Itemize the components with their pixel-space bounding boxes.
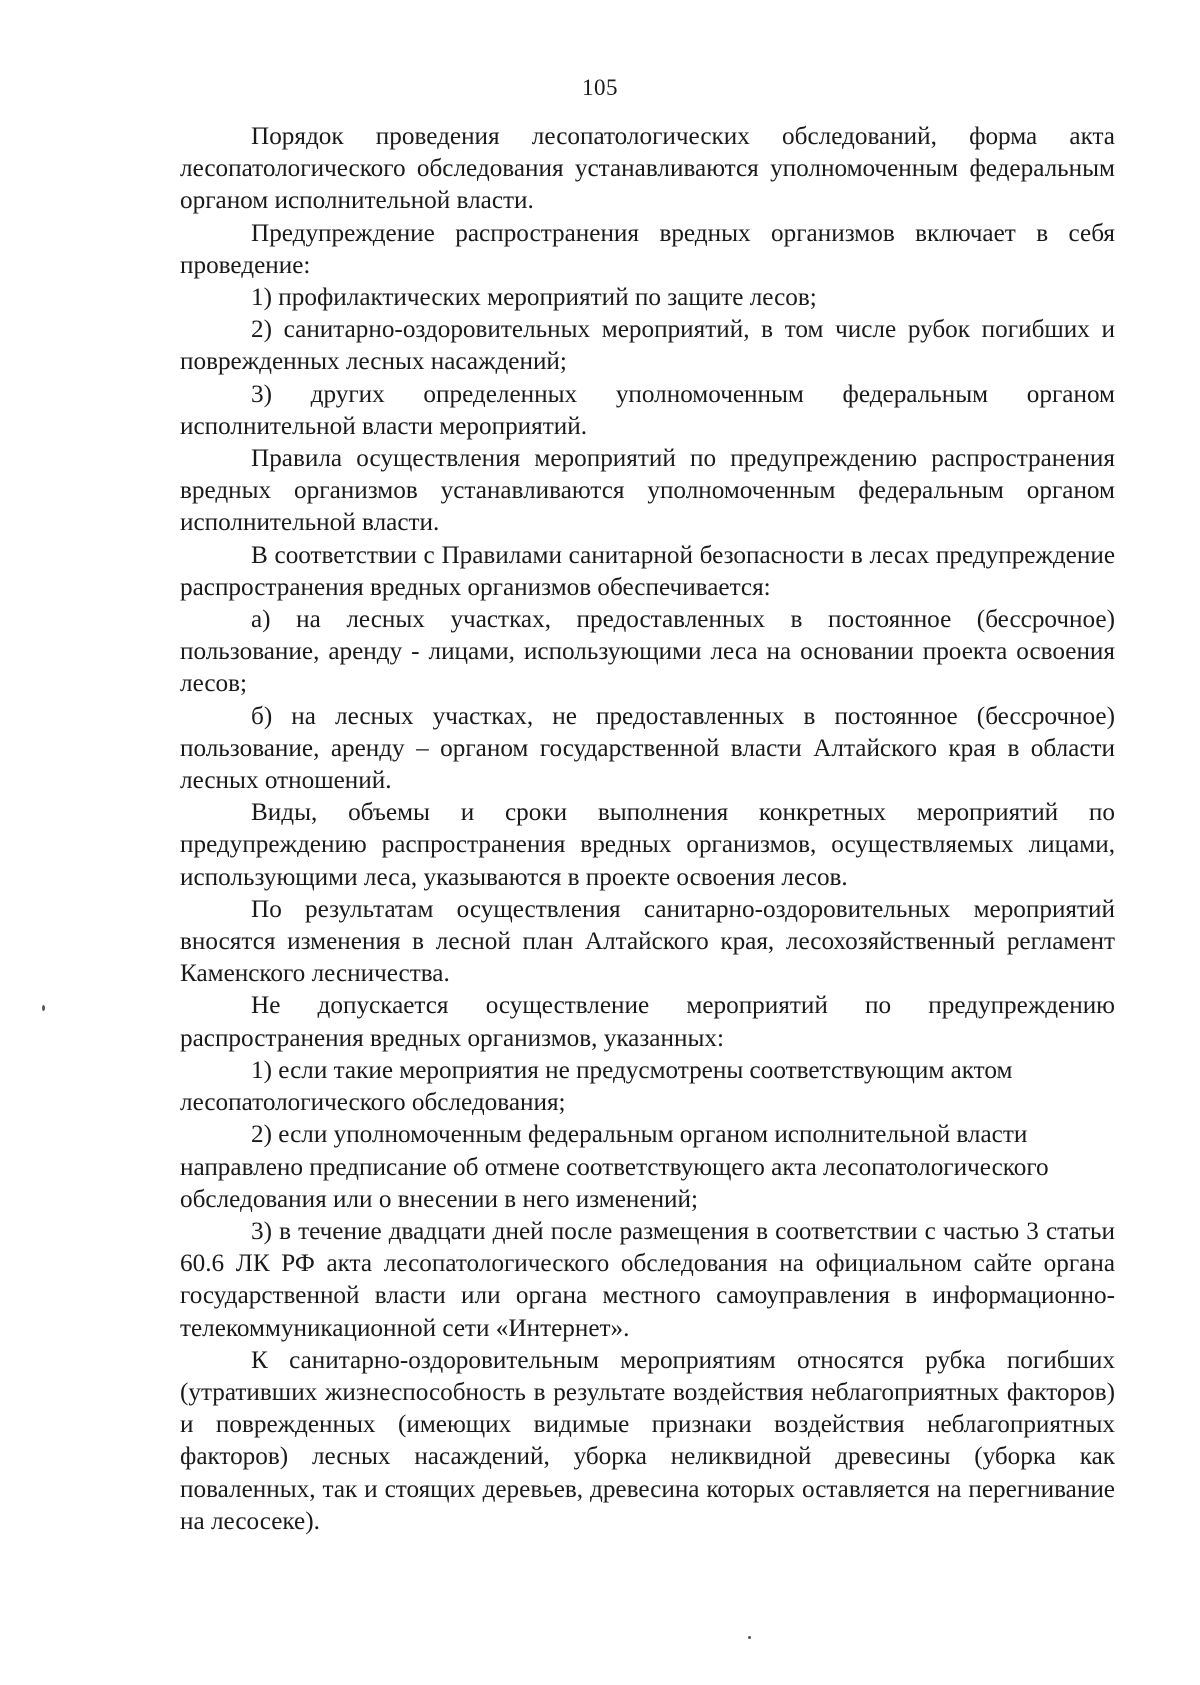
scan-speck	[42, 1005, 45, 1011]
paragraph-prevention-intro: Предупреждение распространения вредных организмов включает в себя проведение:	[180, 219, 1115, 279]
paragraph-sanitary-measures: К санитарно-оздоровительным мероприятиям относятся рубка погибших (утративших жизнеспособность в результате воздействия неблагоприятных факторов) и поврежденных (имеющих видимые признаки воздействия неблагоприятных факторов) лесных насаждений, уборка неликвидной древесины (уборка как поваленных, так и стоящих деревьев, древесина которых оставляется на перегнивание на лесосеке).	[180, 1346, 1115, 1535]
scan-speck	[748, 1636, 751, 1639]
list-item-not-allowed-3: 3) в течение двадцати дней после размещения в соответствии с частью 3 статьи 60.6 ЛК РФ акта лесопатологического обследования на официальном сайте органа государственной власти или органа местного самоуправления в информационно-телекоммуникационной сети «Интернет».	[180, 1217, 1115, 1342]
paragraph-not-allowed: Не допускается осуществление мероприятий по предупреждению распространения вредных организмов, указанных:	[180, 992, 1115, 1052]
paragraph-sanitary-safety: В соответствии с Правилами санитарной безопасности в лесах предупреждение распространения вредных организмов обеспечивается:	[180, 541, 1115, 601]
list-item-prevention-1: 1) профилактических мероприятий по защите лесов;	[251, 284, 817, 312]
list-item-prevention-2: 2) санитарно-оздоровительных мероприятий, в том числе рубок погибших и поврежденных лесных насаждений;	[180, 316, 1115, 376]
paragraph-inspection-procedure: Порядок проведения лесопатологических обследований, форма акта лесопатологического обследования устанавливаются уполномоченным федеральным органом исполнительной власти.	[180, 123, 1115, 215]
paragraph-measures-results: По результатам осуществления санитарно-оздоровительных мероприятий вносятся изменения в лесной план Алтайского края, лесохозяйственный регламент Каменского лесничества.	[180, 895, 1115, 988]
paragraph-prevention-rules: Правила осуществления мероприятий по предупреждению распространения вредных организмов устанавливаются уполномоченным федеральным органом исполнительной власти.	[180, 445, 1115, 537]
list-item-sanitary-b: б) на лесных участках, не предоставленных в постоянное (бессрочное) пользование, аренду – органом государственной власти Алтайского края в области лесных отношений.	[180, 702, 1115, 795]
list-item-prevention-3: 3) других определенных уполномоченным федеральным органом исполнительной власти мероприятий.	[180, 380, 1115, 440]
document-body	[180, 121, 1115, 1538]
list-item-sanitary-a: а) на лесных участках, предоставленных в постоянное (бессрочное) пользование, аренду - лицами, использующими леса на основании проекта освоения лесов;	[180, 606, 1115, 698]
page-number: 105	[582, 75, 618, 100]
list-item-not-allowed-1: 1) если такие мероприятия не предусмотрены соответствующим актом лесопатологического обследования;	[180, 1056, 1013, 1117]
paragraph-measures-scope: Виды, объемы и сроки выполнения конкретных мероприятий по предупреждению распространения вредных организмов, осуществляемых лицами, использующими леса, указываются в проекте освоения лесов.	[180, 799, 1115, 891]
list-item-not-allowed-2: 2) если уполномоченным федеральным органом исполнительной власти направлено предписание об отмене соответствующего акта лесопатологического обследования или о внесении в него изменений;	[180, 1121, 1049, 1213]
